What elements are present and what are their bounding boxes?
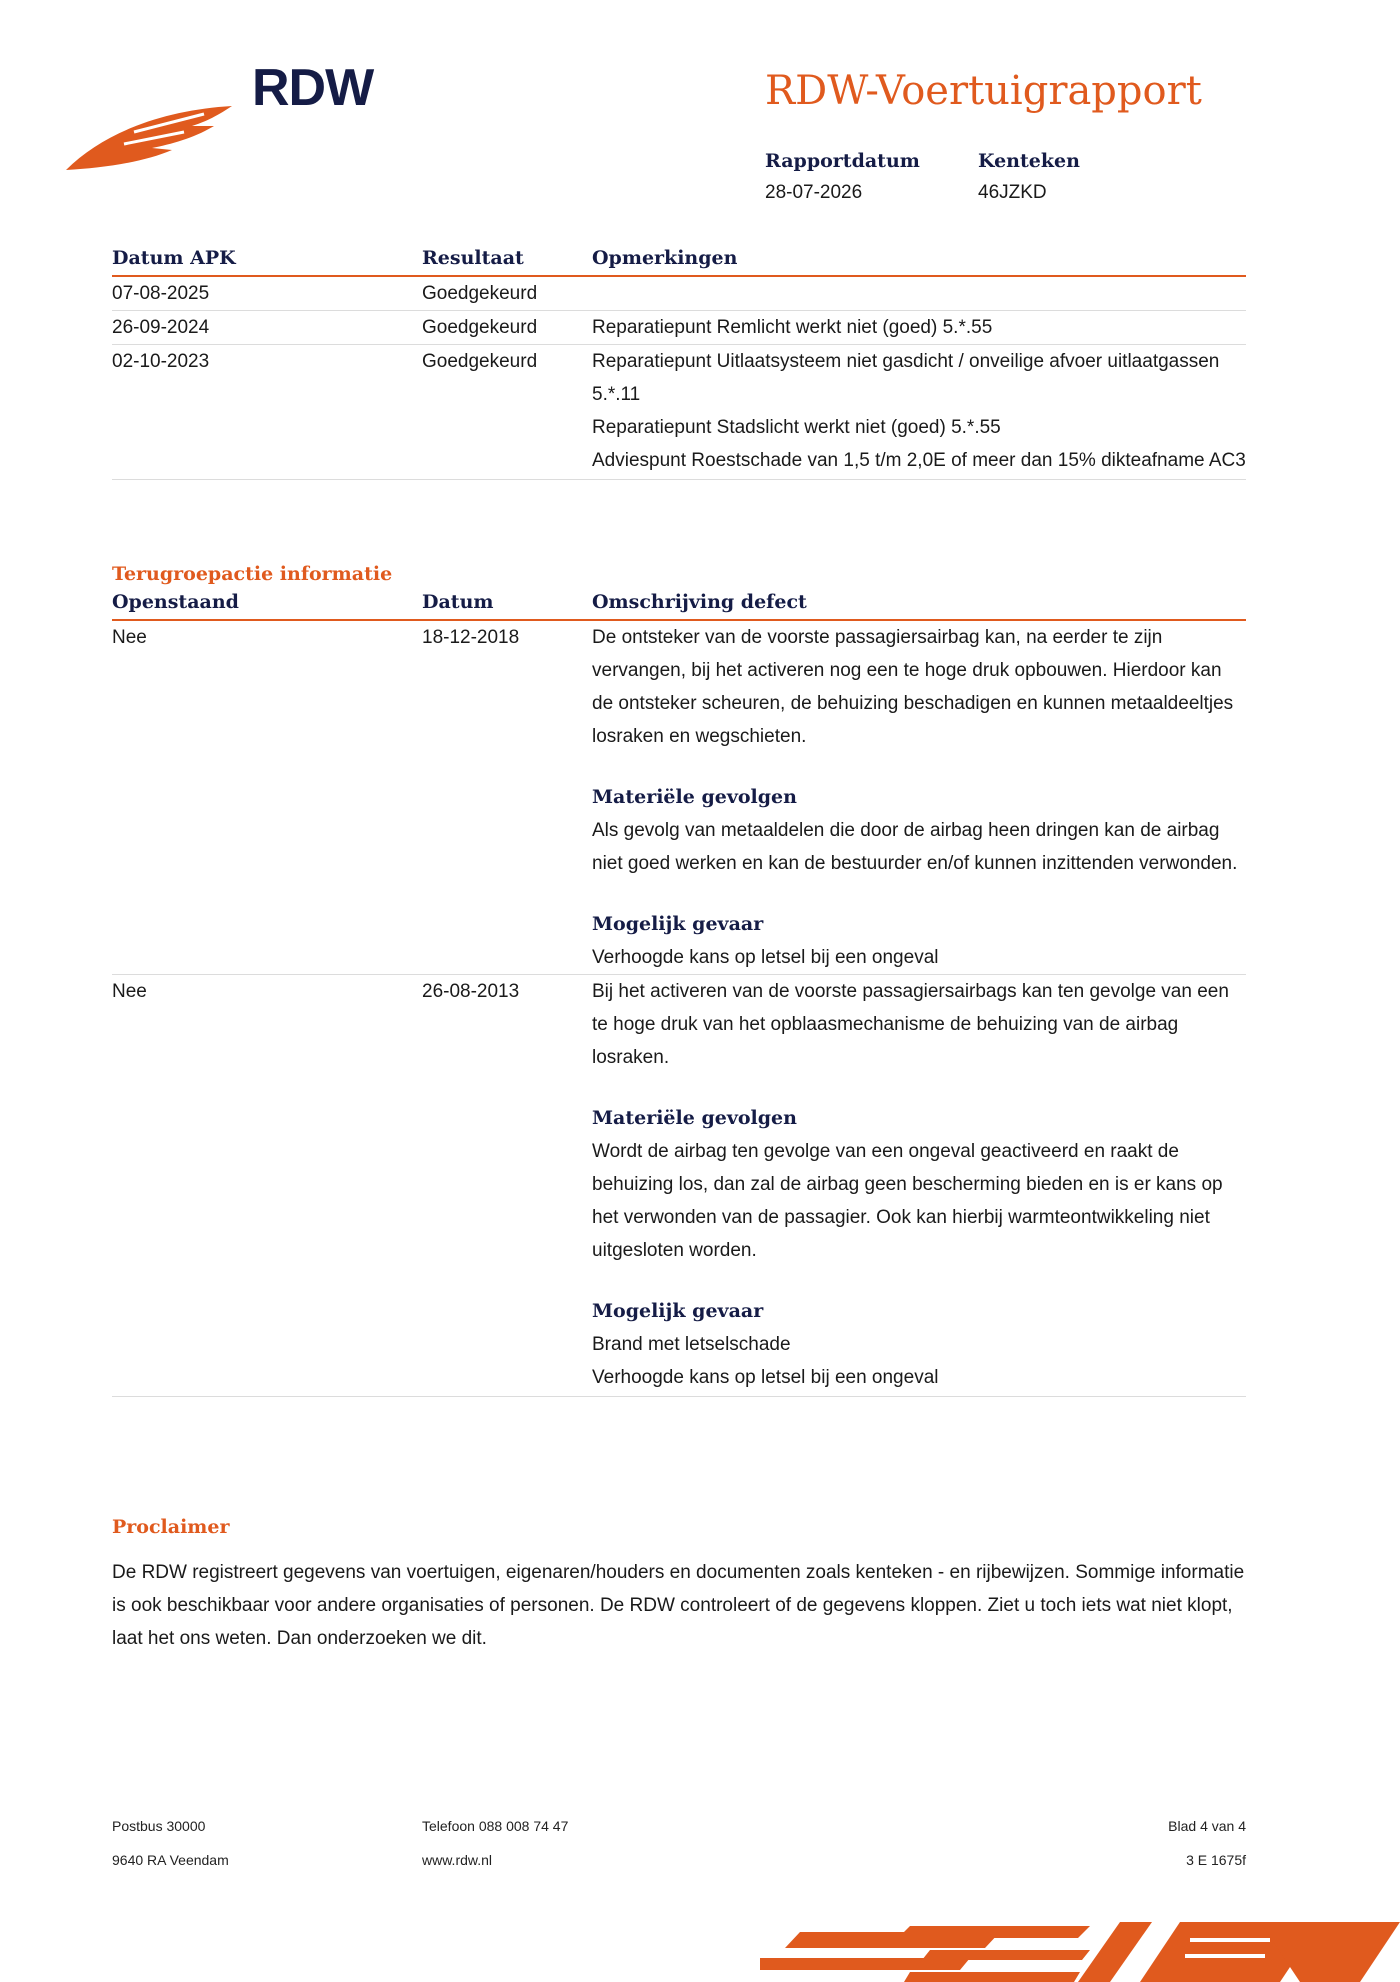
plate-label: Kenteken <box>978 150 1080 172</box>
danger-text: Verhoogde kans op letsel bij een ongeval <box>592 947 939 968</box>
recall-date: 18-12-2018 <box>422 627 520 648</box>
apk-remark: Reparatiepunt Stadslicht werkt niet (goed) 5.*.55 <box>592 417 1001 438</box>
col-date: Datum <box>422 591 494 613</box>
consequences-text: Wordt de airbag ten gevolge van een ongeval geactiveerd en raakt de behuizing los, dan zal de airbag geen bescherming bieden en is er kans op het verwonden van de passagier. Ook kan hierbij warmteontwikkeling niet uitgesloten worden. <box>592 1141 1223 1261</box>
recall-description: Bij het activeren van de voorste passagiersairbags kan ten gevolge van een te hoge druk van het opblaasmechanisme de behuizing van de airbag losraken. <box>592 981 1229 1068</box>
report-title: RDW-Voertuigrapport <box>765 68 1202 114</box>
recall-date: 26-08-2013 <box>422 981 520 1002</box>
proclaimer-text: De RDW registreert gegevens van voertuigen, eigenaren/houders en documenten zoals kenteken - en rijbewijzen. Sommige informatie is ook beschikbaar voor andere organisaties of personen. De RDW controleert of de gegevens kloppen. Ziet u toch iets wat niet klopt, laat het ons weten. Dan onderzoeken we dit. <box>112 1562 1245 1649</box>
apk-date: 07-08-2025 <box>112 283 210 304</box>
apk-remark: Reparatiepunt Remlicht werkt niet (goed) 5.*.55 <box>592 317 993 338</box>
apk-result: Goedgekeurd <box>422 283 538 304</box>
recall-section <box>112 563 1246 1397</box>
col-remarks: Opmerkingen <box>592 247 738 269</box>
plate-value: 46JZKD <box>978 182 1047 203</box>
rdw-logo <box>64 58 384 178</box>
recall-details <box>592 975 1246 1394</box>
apk-table-header <box>112 247 1246 277</box>
brand-name: RDW <box>252 59 374 117</box>
proclaimer-title: Proclaimer <box>112 1516 230 1538</box>
consequences-heading: Materiële gevolgen <box>592 1107 797 1129</box>
recall-table-header <box>112 591 1246 621</box>
recall-description: De ontsteker van de voorste passagiersairbag kan, na eerder te zijn vervangen, bij het activeren nog een te hoge druk opbouwen. Hierdoor kan de ontsteker scheuren, de behuizing beschadigen en kunnen metaaldeeltjes losraken en wegschieten. <box>592 627 1234 747</box>
recall-details <box>592 621 1246 974</box>
danger-text: Brand met letselschade <box>592 1334 791 1355</box>
apk-table <box>112 247 1246 480</box>
consequences-heading: Materiële gevolgen <box>592 786 797 808</box>
apk-remarks <box>592 277 1246 310</box>
report-date-value: 28-07-2026 <box>765 182 863 203</box>
table-row <box>112 277 1246 311</box>
recall-open: Nee <box>112 981 147 1002</box>
report-date-label: Rapportdatum <box>765 150 920 172</box>
table-row <box>112 345 1246 480</box>
footer-code: 3 E 1675f <box>1186 1852 1246 1868</box>
footer-address1: Postbus 30000 <box>112 1818 206 1834</box>
consequences-text: Als gevolg van metaaldelen die door de airbag heen dringen kan de airbag niet goed werken en kan de bestuurder en/of kunnen inzittenden verwonden. <box>592 820 1238 874</box>
apk-remark: Reparatiepunt Uitlaatsysteem niet gasdicht / onveilige afvoer uitlaatgassen 5.*.11 <box>592 351 1220 405</box>
col-open: Openstaand <box>112 591 239 613</box>
proclaimer-section <box>112 1516 1252 1655</box>
plate-block <box>978 150 1080 204</box>
rdw-feather-icon <box>64 92 234 172</box>
table-row <box>112 975 1246 1397</box>
footer-website[interactable]: www.rdw.nl <box>422 1852 493 1868</box>
apk-date: 26-09-2024 <box>112 317 210 338</box>
col-apk-date: Datum APK <box>112 247 236 269</box>
apk-date: 02-10-2023 <box>112 351 210 372</box>
recall-title: Terugroepactie informatie <box>112 563 393 585</box>
rdw-stripes-icon <box>760 1918 1400 1982</box>
footer-phone: Telefoon 088 008 74 47 <box>422 1818 569 1834</box>
col-description: Omschrijving defect <box>592 591 807 613</box>
recall-open: Nee <box>112 627 147 648</box>
apk-remarks <box>592 345 1246 477</box>
report-date-block <box>765 150 920 204</box>
footer-address2: 9640 RA Veendam <box>112 1852 229 1868</box>
apk-result: Goedgekeurd <box>422 351 538 372</box>
col-result: Resultaat <box>422 247 524 269</box>
footer-page: Blad 4 van 4 <box>1168 1818 1246 1834</box>
apk-result: Goedgekeurd <box>422 317 538 338</box>
table-row <box>112 311 1246 345</box>
table-row <box>112 621 1246 975</box>
danger-heading: Mogelijk gevaar <box>592 1300 764 1322</box>
danger-text: Verhoogde kans op letsel bij een ongeval <box>592 1367 939 1388</box>
danger-heading: Mogelijk gevaar <box>592 913 764 935</box>
apk-remark: Adviespunt Roestschade van 1,5 t/m 2,0E of meer dan 15% dikteafname AC3 <box>592 450 1246 471</box>
